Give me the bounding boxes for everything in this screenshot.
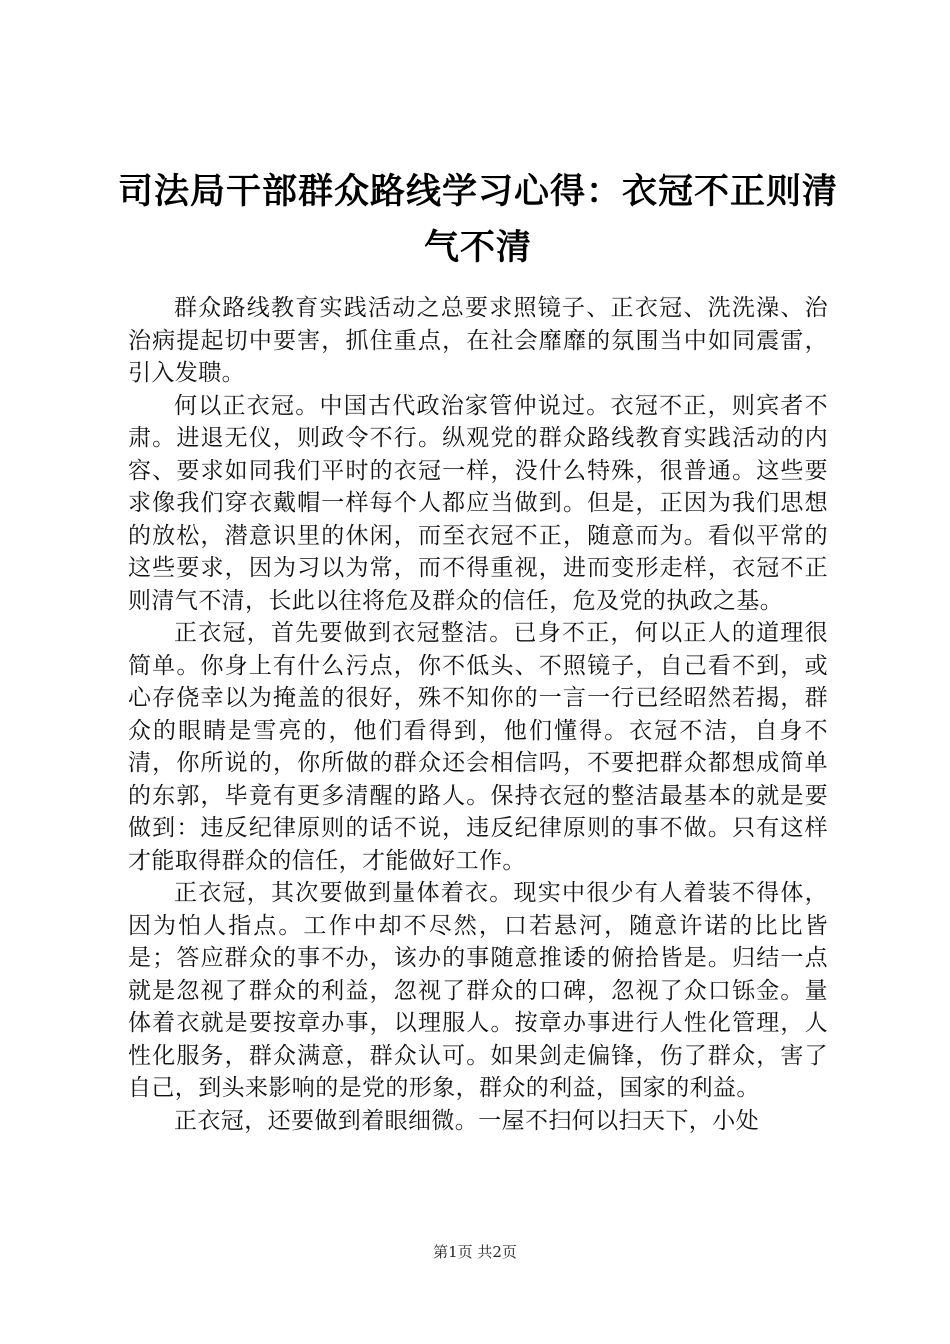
document-title: 司法局干部群众路线学习心得：衣冠不正则清气不清 [118,172,839,268]
paragraph-4: 正衣冠，其次要做到量体着衣。现实中很少有人着装不得体，因为怕人指点。工作中却不尽然，口若悬河，随意许诺的比比皆是；答应群众的事不办，该办的事随意推诿的俯拾皆是。归结一点就是忽视了群众的利益，忽视了群众的口碑，忽视了众口铄金。量体着衣就是要按章办事，以理服人。按章办事进行人性化管理，人性化服务，群众满意，群众认可。如果剑走偏锋，伤了群众，害了自己，到头来影响的是党的形象，群众的利益，国家的利益。 [128,880,828,1101]
paragraph-5: 正衣冠，还要做到着眼细微。一屋不扫何以扫天下，小处 [174,1107,759,1134]
paragraph-1: 群众路线教育实践活动之总要求照镜子、正衣冠、洗洗澡、治治病提起切中要害，抓住重点，在社会靡靡的氛围当中如同震雷，引入发聩。 [128,295,828,386]
document-body [128,292,828,1137]
page-number-footer: 第1页 共2页 [433,1243,517,1261]
paragraph-3: 正衣冠，首先要做到衣冠整洁。已身不正，何以正人的道理很简单。你身上有什么污点，你不低头、不照镜子，自己看不到，或心存侥幸以为掩盖的很好，殊不知你的一言一行已经昭然若揭，群众的眼睛是雪亮的，他们看得到，他们懂得。衣冠不洁，自身不清，你所说的，你所做的群众还会相信吗，不要把群众都想成简单的东郭，毕竟有更多清醒的路人。保持衣冠的整洁最基本的就是要做到：违反纪律原则的话不说，违反纪律原则的事不做。只有这样才能取得群众的信任，才能做好工作。 [128,620,828,874]
paragraph-2: 何以正衣冠。中国古代政治家管仲说过。衣冠不正，则宾者不肃。进退无仪，则政令不行。纵观党的群众路线教育实践活动的内容、要求如同我们平时的衣冠一样，没什么特殊，很普通。这些要求像我们穿衣戴帽一样每个人都应当做到。但是，正因为我们思想的放松，潜意识里的休闲，而至衣冠不正，随意而为。看似平常的这些要求，因为习以为常，而不得重视，进而变形走样，衣冠不正则清气不清，长此以往将危及群众的信任，危及党的执政之基。 [128,392,828,614]
